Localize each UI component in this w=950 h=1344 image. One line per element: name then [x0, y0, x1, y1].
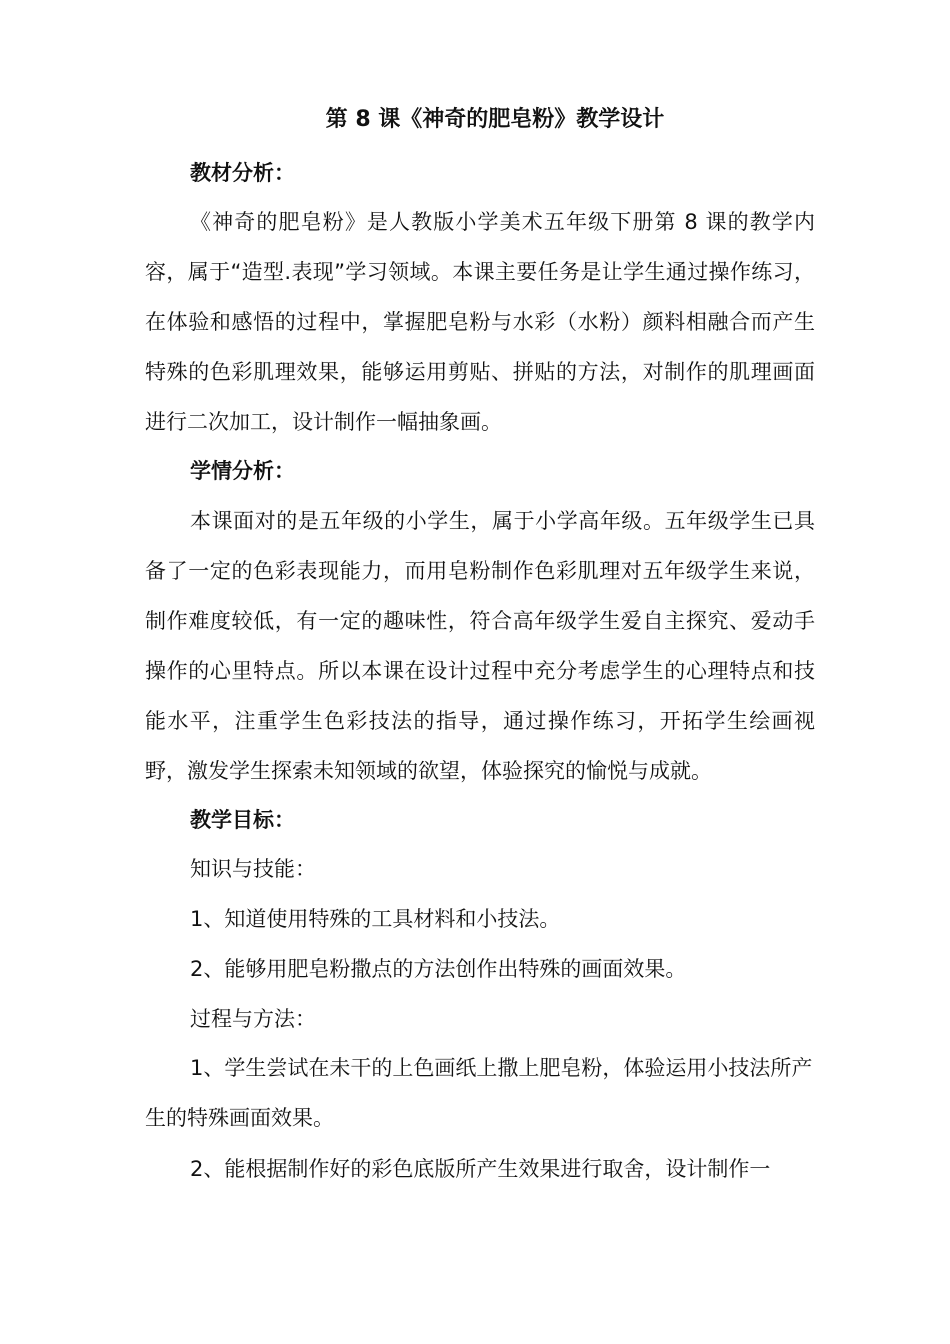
process-label: 过程与方法： — [190, 1007, 316, 1031]
students-heading: 学情分析： — [190, 459, 295, 483]
document-title: 第 8 课《神奇的肥皂粉》教学设计 — [325, 107, 665, 132]
knowledge-item-1: 1、知道使用特殊的工具材料和小技法。 — [190, 907, 561, 931]
process-item-1: 1、学生尝试在未干的上色画纸上撒上肥皂粉，体验运用小技法所产生的特殊画面效果。 — [145, 1056, 813, 1130]
knowledge-item-2: 2、能够用肥皂粉撒点的方法创作出特殊的画面效果。 — [190, 957, 687, 981]
knowledge-label: 知识与技能： — [190, 857, 316, 881]
materials-paragraph: 《神奇的肥皂粉》是人教版小学美术五年级下册第 8 课的教学内容，属于“造型.表现”学习领域。本课主要任务是让学生通过操作练习，在体验和感悟的过程中，掌握肥皂粉与水彩（水粉）颜料相融合而产生特殊的色彩肌理效果，能够运用剪贴、拼贴的方法，对制作的肌理画面进行二次加工，设计制作一幅抽象画。 — [145, 210, 815, 434]
materials-heading: 教材分析： — [190, 161, 295, 185]
goals-heading: 教学目标： — [190, 808, 295, 832]
students-paragraph: 本课面对的是五年级的小学生，属于小学高年级。五年级学生已具备了一定的色彩表现能力，而用皂粉制作色彩肌理对五年级学生来说，制作难度较低，有一定的趣味性，符合高年级学生爱自主探究、爱动手操作的心里特点。所以本课在设计过程中充分考虑学生的心理特点和技能水平，注重学生色彩技法的指导，通过操作练习，开拓学生绘画视野，激发学生探索未知领域的欲望，体验探究的愉悦与成就。 — [145, 509, 815, 783]
process-item-2: 2、能根据制作好的彩色底版所产生效果进行取舍，设计制作一 — [190, 1157, 771, 1181]
